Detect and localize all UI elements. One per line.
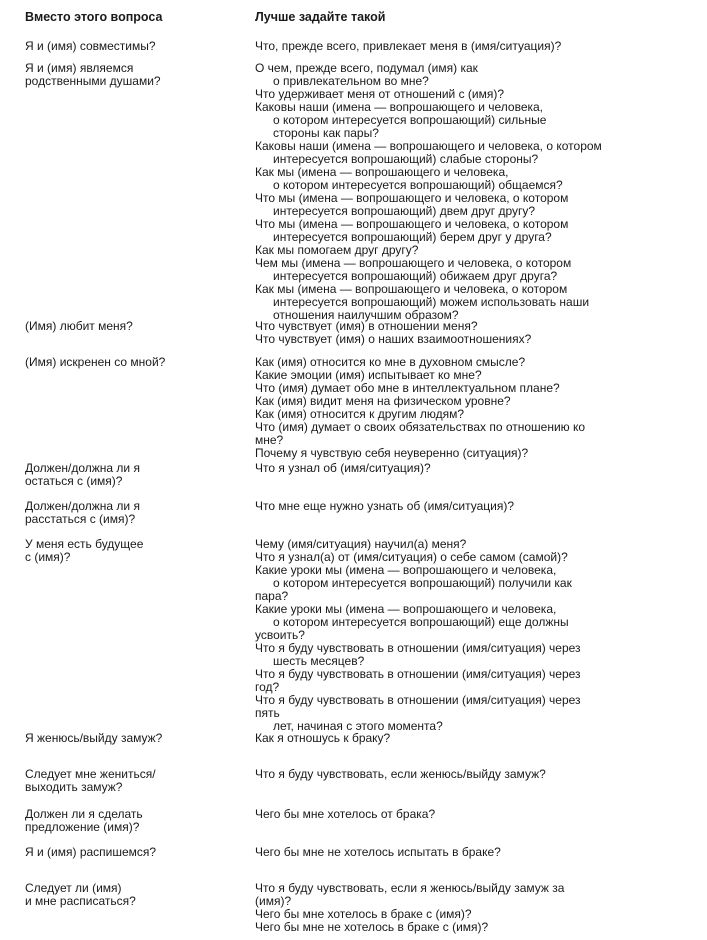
answer-line: Что я буду чувствовать в отношении (имя/ситуация) через <box>255 641 581 655</box>
answer-line: Что я буду чувствовать в отношении (имя/ситуация) через <box>255 667 581 681</box>
answer-line: о котором интересуется вопрошающий) сильные <box>273 113 547 127</box>
answer-line: шесть месяцев? <box>273 654 365 668</box>
answer-line: стороны как пары? <box>273 126 379 140</box>
answer-line: интересуется вопрошающий) слабые стороны? <box>273 152 539 166</box>
suggested-questions <box>255 500 700 513</box>
answer-line: Какие уроки мы (имена — вопрошающего и человека, <box>255 563 557 577</box>
answer-line: Что чувствует (имя) о наших взаимоотношениях? <box>255 332 532 346</box>
original-question <box>25 882 235 908</box>
question-line: (Имя) любит меня? <box>25 319 133 333</box>
answer-line: мне? <box>255 433 284 447</box>
column-header-instead: Вместо этого вопроса <box>25 10 163 24</box>
answer-line: о котором интересуется вопрошающий) еще должны <box>273 615 569 629</box>
question-line: расстаться с (имя)? <box>25 512 136 526</box>
question-line: Следует мне жениться/ <box>25 767 156 781</box>
answer-line: Как (имя) видит меня на физическом уровне? <box>255 394 511 408</box>
answer-line: Каковы наши (имена — вопрошающего и человека, <box>255 100 544 114</box>
original-question <box>25 40 235 53</box>
answer-line: усвоить? <box>255 628 305 642</box>
answer-line: Что мы (имена — вопрошающего и человека, о котором <box>255 191 569 205</box>
suggested-questions <box>255 808 700 821</box>
answer-line: Что мне еще нужно узнать об (имя/ситуация)? <box>255 499 514 513</box>
answer-line: Почему я чувствую себя неуверенно (ситуация)? <box>255 446 529 460</box>
answer-line: Что я буду чувствовать, если женюсь/выйду замуж? <box>255 767 546 781</box>
answer-line: год? <box>255 680 280 694</box>
original-question <box>25 846 235 859</box>
original-question <box>25 462 235 488</box>
answer-line: интересуется вопрошающий) двем друг другу? <box>273 204 536 218</box>
suggested-questions <box>255 538 700 733</box>
answer-line: интересуется вопрошающий) можем использовать наши <box>273 295 590 309</box>
answer-line: Что я буду чувствовать, если я женюсь/выйду замуж за <box>255 881 565 895</box>
original-question <box>25 768 235 794</box>
answer-line: Каковы наши (имена — вопрошающего и человека, о котором <box>255 139 602 153</box>
original-question <box>25 538 235 564</box>
question-line: с (имя)? <box>25 550 71 564</box>
suggested-questions <box>255 40 700 53</box>
answer-line: Что чувствует (имя) в отношении меня? <box>255 319 478 333</box>
answer-line: Какие уроки мы (имена — вопрошающего и человека, <box>255 602 557 616</box>
answer-line: Как мы (имена — вопрошающего и человека, <box>255 165 509 179</box>
answer-line: Что я буду чувствовать в отношении (имя/ситуация) через <box>255 693 581 707</box>
answer-line: Что, прежде всего, привлекает меня в (имя/ситуация)? <box>255 39 562 53</box>
original-question <box>25 356 235 369</box>
answer-line: Как я отношусь к браку? <box>255 731 391 745</box>
original-question <box>25 732 235 745</box>
answer-line: о котором интересуется вопрошающий) получили как <box>273 576 572 590</box>
answer-line: (имя)? <box>255 894 292 908</box>
question-line: остаться с (имя)? <box>25 474 123 488</box>
original-question <box>25 808 235 834</box>
suggested-questions <box>255 732 700 745</box>
answer-line: Что (имя) думает обо мне в интеллектуальном плане? <box>255 381 560 395</box>
answer-line: Как (имя) относится ко мне в духовном смысле? <box>255 355 526 369</box>
answer-line: пять <box>255 706 280 720</box>
answer-line: пара? <box>255 589 289 603</box>
answer-line: Чему (имя/ситуация) научил(а) меня? <box>255 537 467 551</box>
answer-line: Что удерживает меня от отношений с (имя)? <box>255 87 505 101</box>
answer-line: о котором интересуется вопрошающий) общаемся? <box>273 178 563 192</box>
question-line: Я и (имя) являемся <box>25 61 134 75</box>
answer-line: Чего бы мне не хотелось в браке с (имя)? <box>255 920 489 934</box>
answer-line: о привлекательном во мне? <box>273 74 429 88</box>
answer-line: Как мы помогаем друг другу? <box>255 243 419 257</box>
question-line: Я женюсь/выйду замуж? <box>25 731 163 745</box>
answer-line: лет, начиная с этого момента? <box>273 719 443 733</box>
suggested-questions <box>255 356 700 460</box>
question-line: предложение (имя)? <box>25 820 140 834</box>
answer-line: О чем, прежде всего, подумал (имя) как <box>255 61 478 75</box>
answer-line: Как мы (имена — вопрошающего и человека, о котором <box>255 282 568 296</box>
suggested-questions <box>255 882 700 934</box>
original-question <box>25 62 235 88</box>
question-line: Должен ли я сделать <box>25 807 143 821</box>
column-header-better: Лучше задайте такой <box>255 10 386 24</box>
answer-line: Чего бы мне не хотелось испытать в браке? <box>255 845 501 859</box>
question-line: и мне расписаться? <box>25 894 136 908</box>
original-question <box>25 320 235 333</box>
answer-line: отношения наилучшим образом? <box>273 308 459 322</box>
suggested-questions <box>255 462 700 475</box>
answer-line: Что я узнал об (имя/ситуация)? <box>255 461 431 475</box>
question-line: выходить замуж? <box>25 780 123 794</box>
question-line: У меня есть будущее <box>25 537 144 551</box>
answer-line: Что я узнал(а) от (имя/ситуация) о себе самом (самой)? <box>255 550 568 564</box>
suggested-questions <box>255 846 700 859</box>
answer-line: Чего бы мне хотелось от брака? <box>255 807 436 821</box>
question-line: (Имя) искренен со мной? <box>25 355 166 369</box>
question-line: Я и (имя) совместимы? <box>25 39 156 53</box>
question-line: Я и (имя) распишемся? <box>25 845 157 859</box>
answer-line: Какие эмоции (имя) испытывает ко мне? <box>255 368 482 382</box>
original-question <box>25 500 235 526</box>
question-line: Должен/должна ли я <box>25 461 140 475</box>
answer-line: Чего бы мне хотелось в браке с (имя)? <box>255 907 472 921</box>
question-line: родственными душами? <box>25 74 161 88</box>
answer-line: Чем мы (имена — вопрошающего и человека, о котором <box>255 256 572 270</box>
answer-line: Что мы (имена — вопрошающего и человека, о котором <box>255 217 569 231</box>
suggested-questions <box>255 62 700 322</box>
answer-line: интересуется вопрошающий) обижаем друг друга? <box>273 269 558 283</box>
question-line: Должен/должна ли я <box>25 499 140 513</box>
question-line: Следует ли (имя) <box>25 881 122 895</box>
answer-line: Как (имя) относится к другим людям? <box>255 407 465 421</box>
answer-line: Что (имя) думает о своих обязательствах по отношению ко <box>255 420 586 434</box>
suggested-questions <box>255 320 700 346</box>
answer-line: интересуется вопрошающий) берем друг у друга? <box>273 230 552 244</box>
suggested-questions <box>255 768 700 781</box>
